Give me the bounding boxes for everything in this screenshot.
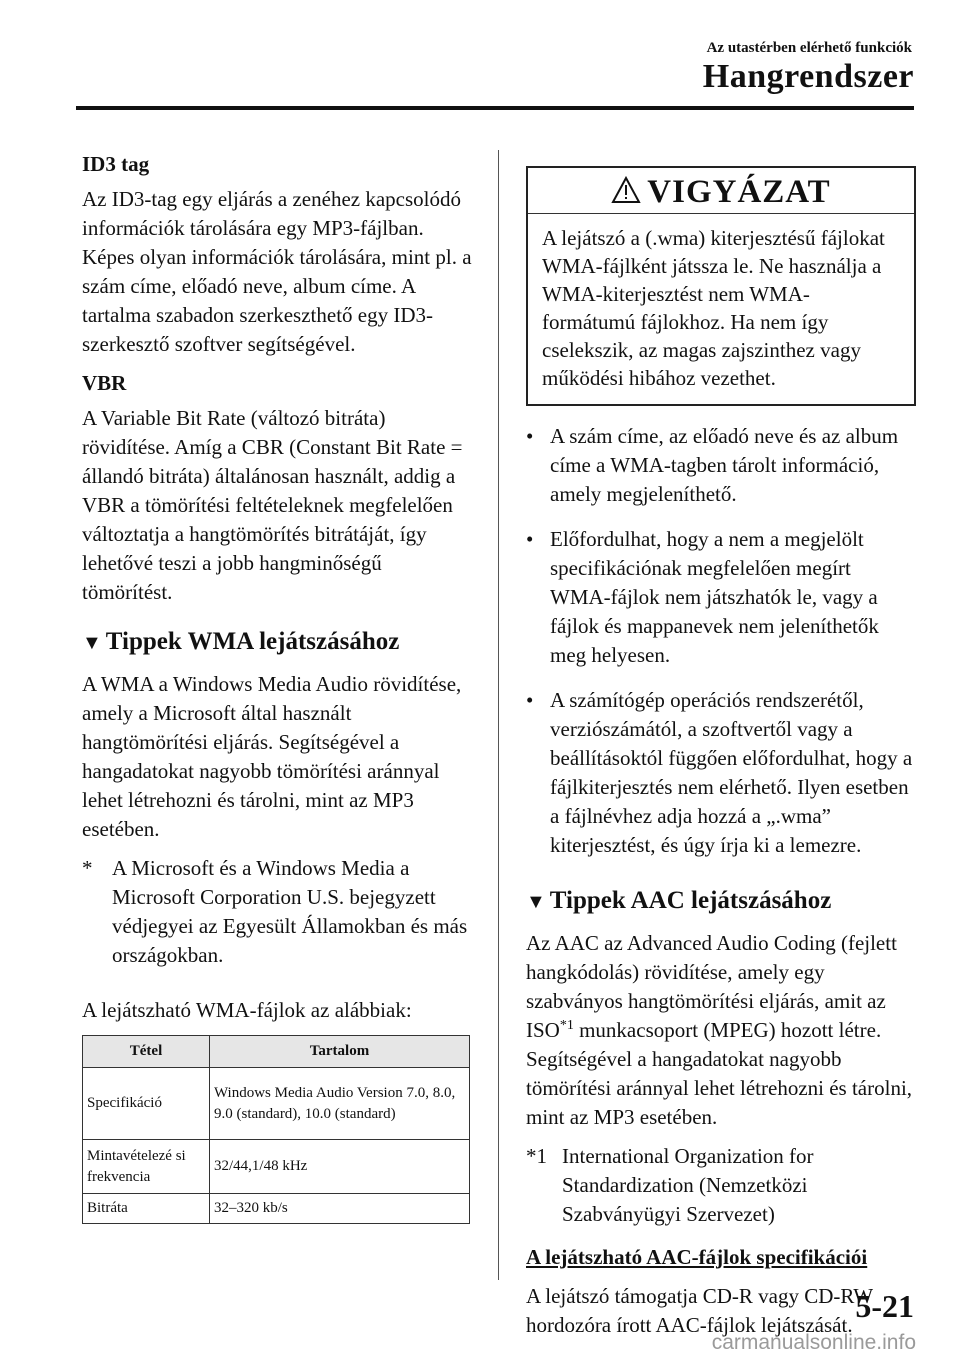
table-cell: Windows Media Audio Version 7.0, 8.0, 9.0 (standard), 10.0 (standard): [210, 1068, 470, 1140]
wma-section-heading: [82, 627, 472, 658]
right-column: [526, 150, 916, 1350]
warning-box: [526, 166, 916, 406]
table-cell: 32/44,1/48 kHz: [210, 1140, 470, 1194]
warning-title: VIGYÁZAT: [647, 174, 831, 210]
bullet-icon: •: [526, 527, 534, 551]
table-row: [83, 1068, 470, 1140]
list-item-text: Előfordulhat, hogy a nem a megjelölt specifikációnak megfelelően megírt WMA-fájlok nem játszhatók le, vagy a fájlok és mappanevek nem jeleníthetők meg helyesen.: [550, 527, 879, 667]
page-title: Hangrendszer: [702, 58, 914, 95]
wma-spec-table: [82, 1035, 470, 1224]
aac-spec-text: A lejátszó támogatja CD-R vagy CD-RW hordozóra írott AAC-fájlok lejátszását.: [526, 1284, 873, 1337]
list-item: [526, 686, 916, 860]
table-row: [83, 1140, 470, 1194]
wma-text: A WMA a Windows Media Audio rövidítése, amely a Microsoft által használt hangtömörítési eljárás. Segítségével a hangadatokat nagyobb tömörítési aránnyal lehet létrehozni és tárolni, mint az MP3 esetében.: [82, 672, 462, 841]
bullet-icon: •: [526, 688, 534, 712]
aac-text: [526, 929, 916, 1132]
warning-text: A lejátszó a (.wma) kiterjesztésű fájlokat WMA-fájlként játssza le. Ne használja a WMA-kiterjesztést nem WMA-formátumú fájlokhoz. Ha nem így cselekszik, az magas zajszinthez vagy működési hibához vezethet.: [542, 226, 885, 390]
page-number: 5-21: [855, 1288, 914, 1324]
aac-text-part: munkacsoport (MPEG) hozott létre. Segítségével a hangadatokat nagyobb tömörítési aránnyal lehet létrehozni és tárolni, mint az MP3 esetében.: [526, 1018, 913, 1129]
aac-heading-text: Tippek AAC lejátszásához: [549, 887, 832, 914]
watermark: carmanualsonline.info: [711, 1331, 916, 1354]
header-divider: [76, 106, 914, 110]
id3-title: ID3 tag: [82, 152, 150, 176]
vbr-text: A Variable Bit Rate (változó bitráta) rövidítése. Amíg a CBR (Constant Bit Rate = állandó bitráta) általánosan használt, addig a VBR a tömörítési feltételeknek megfelelően változtatja a hangtömörítés bitrátáját, így lehetővé teszi a jobb hangminőségű tömörítést.: [82, 406, 463, 604]
table-header-row: [83, 1036, 470, 1068]
list-item-text: A szám címe, az előadó neve és az album címe a WMA-tagben tárolt információ, amely megjeleníthető.: [550, 424, 899, 506]
aac-section-heading: [526, 886, 916, 917]
table-header-cell: Tartalom: [210, 1036, 470, 1068]
table-cell: Specifikáció: [83, 1068, 210, 1140]
aac-spec-heading: A lejátszható AAC-fájlok specifikációi: [526, 1245, 868, 1269]
wma-heading-text: Tippek WMA lejátszásához: [105, 628, 400, 655]
left-column: [82, 150, 472, 1224]
warning-triangle-icon: [611, 176, 641, 204]
table-row: [83, 1194, 470, 1224]
list-item: [526, 422, 916, 509]
note-text: A Microsoft és a Windows Media a Microsoft Corporation U.S. bejegyzett védjegyei az Egyesült Államokban és más országokban.: [112, 856, 468, 967]
vbr-title: VBR: [82, 371, 127, 395]
table-intro: A lejátszható WMA-fájlok az alábbiak:: [82, 998, 412, 1022]
footnote-ref: *1: [559, 1018, 574, 1033]
note-text: International Organization for Standardization (Nemzetközi Szabványügyi Szervezet): [562, 1144, 814, 1226]
note-mark: *: [82, 856, 93, 880]
triangle-down-icon: ▼: [526, 891, 546, 913]
id3-text: Az ID3-tag egy eljárás a zenéhez kapcsolódó információk tárolására egy MP3-fájlban. Képes olyan információk tárolására, mint pl. a szám címe, előadó neve, album címe. A tartalma szabadon szerkeszthető egy ID3-szerkesztő szoftver segítségével.: [82, 187, 472, 356]
chapter-subtitle: Az utastérben elérhető funkciók: [706, 40, 912, 56]
trademark-note: [82, 854, 472, 970]
table-header-cell: Tétel: [83, 1036, 210, 1068]
column-divider: [498, 150, 499, 1280]
aac-text-part: Az AAC az Advanced Audio Coding (fejlett hangkódolás) rövidítése, amely egy szabványos hangtömörítési eljárás, amit az ISO: [526, 931, 897, 1042]
list-item-text: A számítógép operációs rendszerétől, verziószámától, a szoftvertől vagy a beállításoktól függően előfordulhat, hogy a fájlkiterjesztés nem elérhető. Ilyen esetben a fájlnévhez adja hozzá a „.wma” kiterjesztést, és úgy írja ki a lemezre.: [550, 688, 913, 857]
list-item: [526, 525, 916, 670]
triangle-down-icon: ▼: [82, 632, 102, 654]
warning-header: [528, 168, 914, 214]
table-cell: Bitráta: [83, 1194, 210, 1224]
note-mark: *1: [526, 1144, 547, 1168]
bullet-icon: •: [526, 424, 534, 448]
iso-note: [526, 1142, 916, 1229]
table-cell: 32–320 kb/s: [210, 1194, 470, 1224]
table-cell: Mintavételezé si frekvencia: [83, 1140, 210, 1194]
